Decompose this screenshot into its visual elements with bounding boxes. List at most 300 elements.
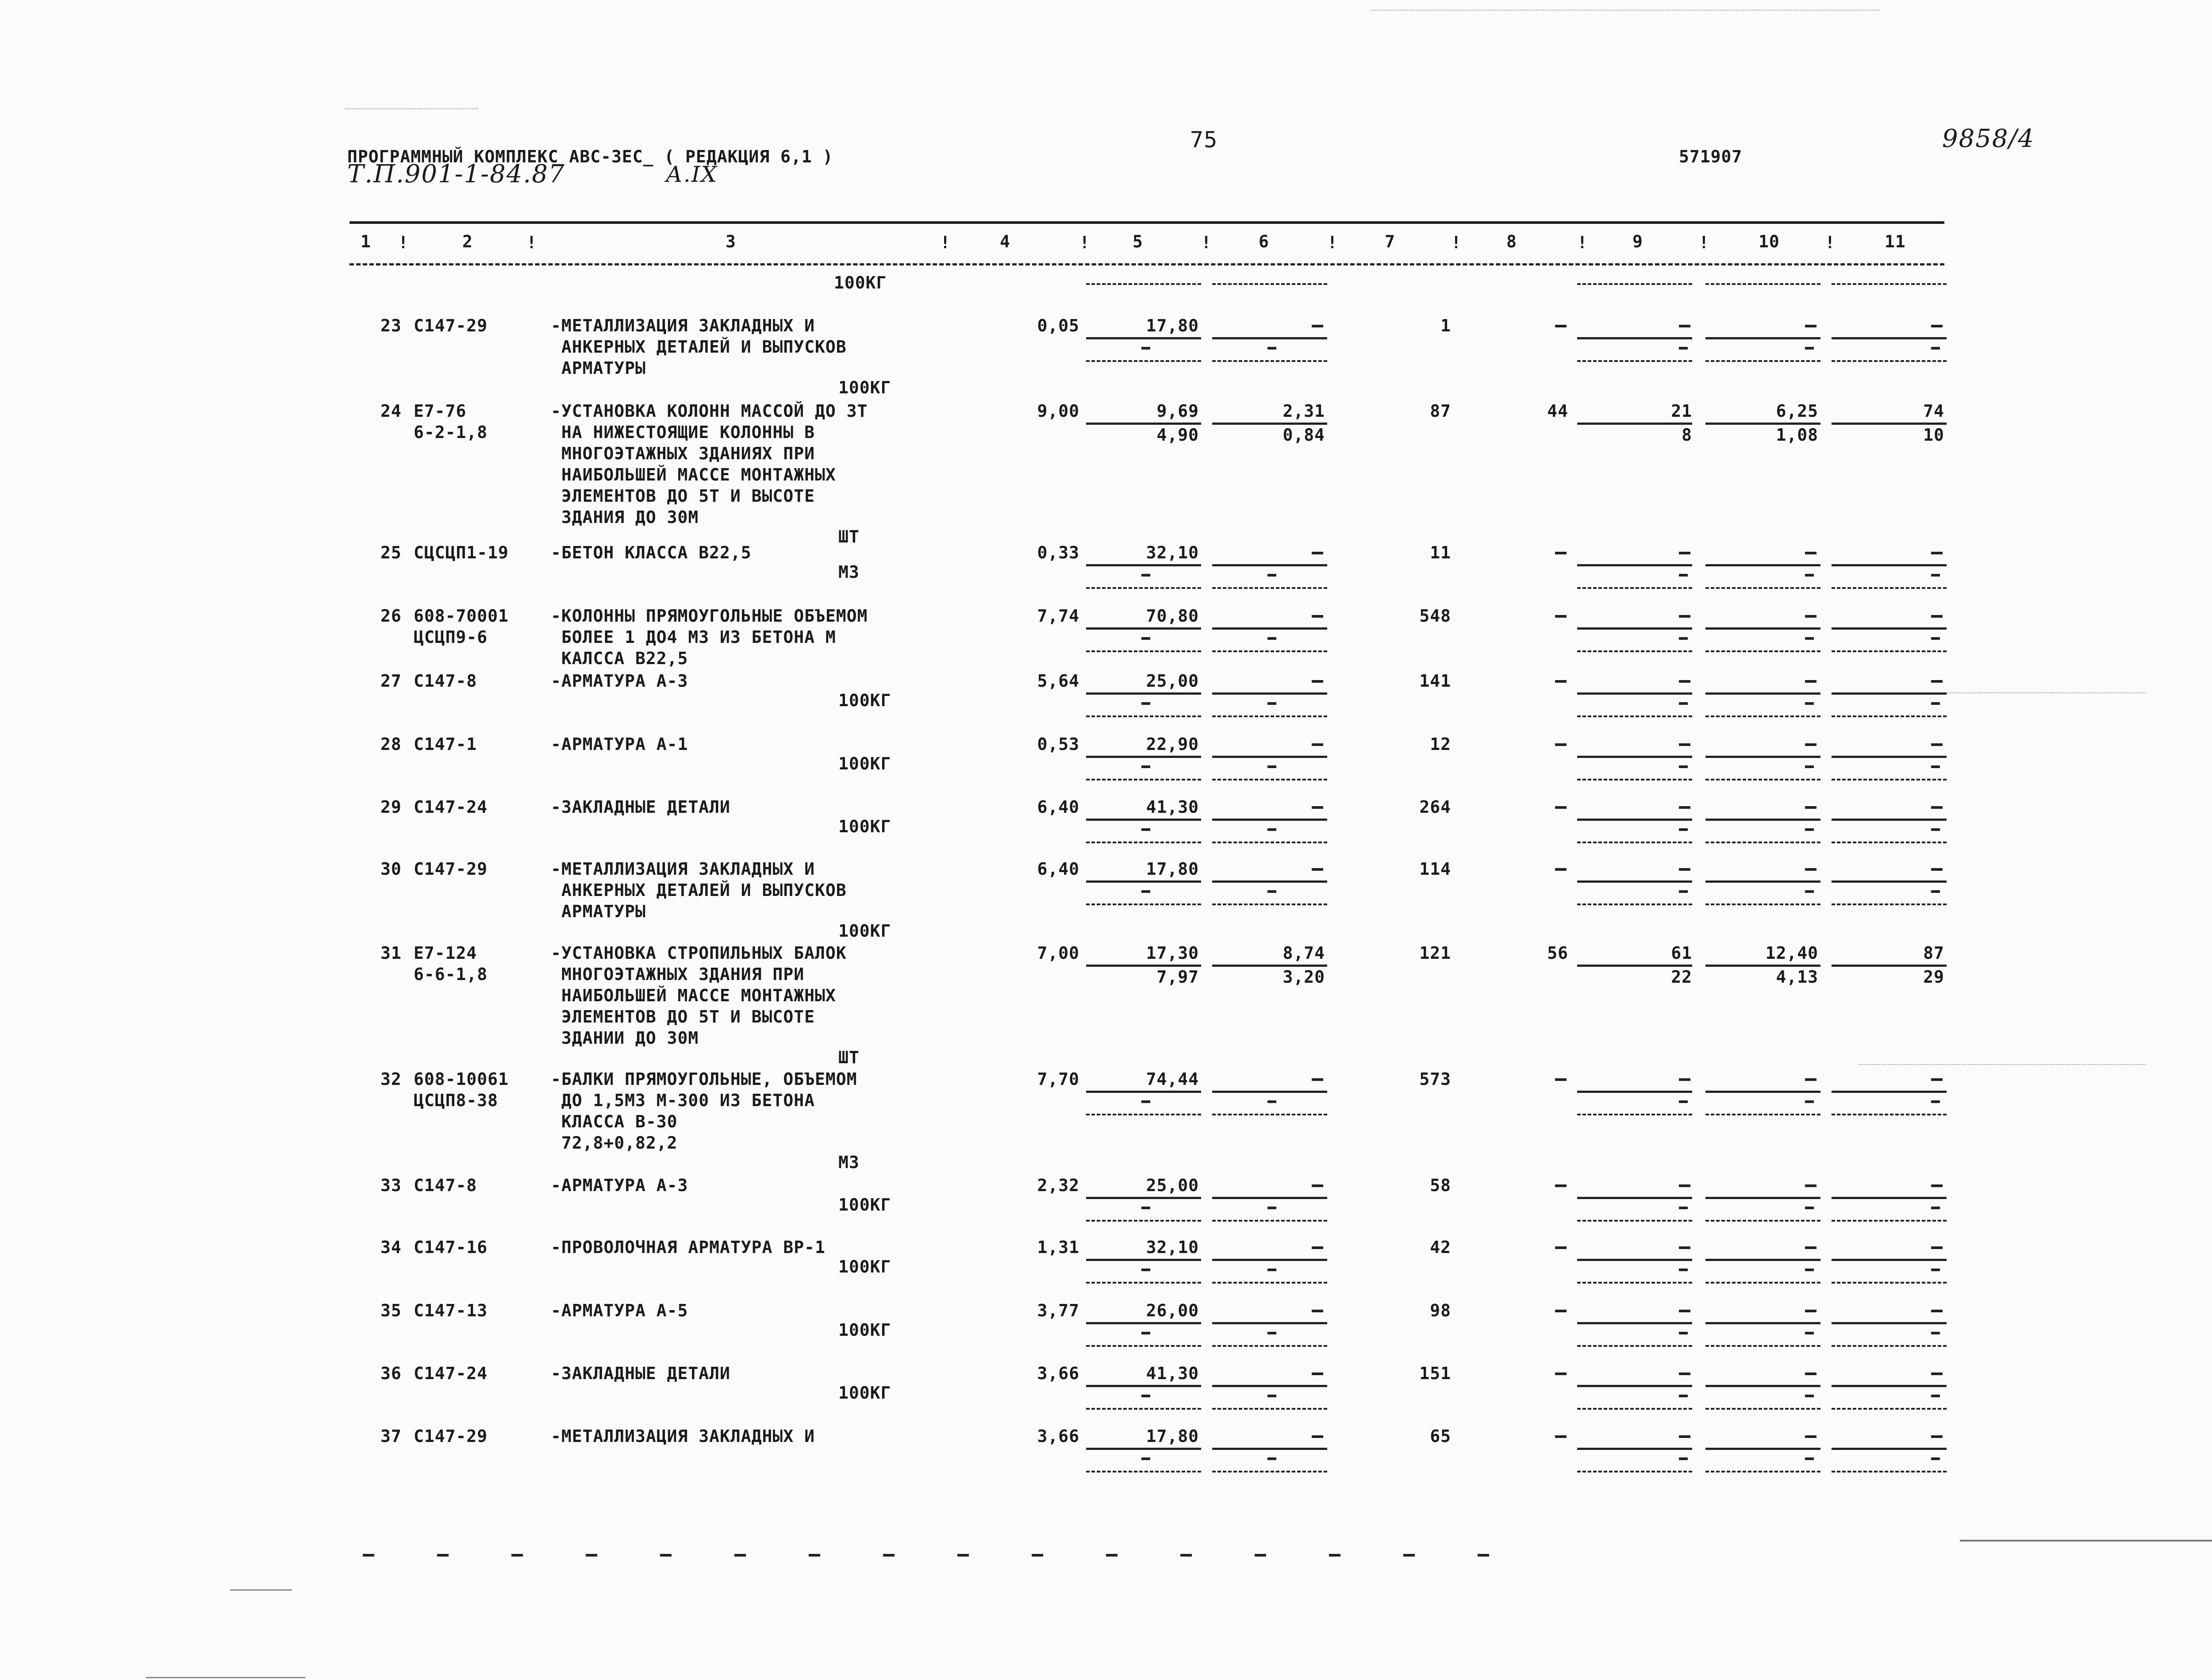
- cell-col10-dash: [1805, 1435, 1816, 1438]
- cell-col5: 25,00: [1146, 671, 1199, 691]
- bottom-dash: [1403, 1554, 1415, 1557]
- underline-col11: [1832, 1259, 1947, 1261]
- cell-col5: 25,00: [1146, 1176, 1199, 1195]
- sub-dash-col6: [1267, 1100, 1276, 1103]
- row-code: 608-10061: [414, 1069, 509, 1089]
- cell-col11-dash: [1931, 1184, 1943, 1187]
- row-number: 34: [380, 1238, 402, 1257]
- cell-col4: 5,64: [1037, 671, 1079, 691]
- sub-dash-col9: [1679, 765, 1688, 768]
- column-separator: !: [1825, 233, 1836, 252]
- underline-col10: [1705, 692, 1820, 695]
- row-code: ЦСЦП9-6: [414, 627, 488, 647]
- cell-col4: 1,31: [1037, 1238, 1079, 1257]
- cell-col11-dash: [1931, 615, 1943, 618]
- cell-col4: 2,32: [1037, 1176, 1079, 1195]
- row-code: С147-29: [414, 859, 488, 879]
- underline-col6: [1212, 1091, 1327, 1093]
- cell-col9-dash: [1679, 1078, 1690, 1081]
- row-description: ЗДАНИИ ДО 30М: [551, 1028, 699, 1048]
- bottom-dash: [1180, 1554, 1192, 1557]
- sub-dash-col5: [1141, 828, 1150, 831]
- underline-sub-col6: [1212, 650, 1327, 652]
- underline-col11: [1832, 564, 1947, 566]
- underline-sub-col11: [1832, 1282, 1947, 1284]
- cell-col9-dash: [1679, 680, 1690, 683]
- row-code: С147-1: [414, 734, 477, 754]
- cell-col9-dash: [1679, 1246, 1690, 1249]
- underline-sub-col10: [1705, 903, 1820, 905]
- cell-col4: 0,53: [1037, 734, 1079, 754]
- bottom-dash: [883, 1554, 895, 1557]
- top-unit-underline-c5: [1086, 283, 1201, 285]
- cell-col11-dash: [1931, 680, 1943, 683]
- underline-col6: [1212, 1322, 1327, 1324]
- sub-dash-col5: [1141, 765, 1150, 768]
- top-unit-underline-c6: [1212, 283, 1327, 285]
- sub-dash-col6: [1267, 828, 1276, 831]
- cell-col11: 74: [1923, 401, 1944, 421]
- sub-dash-col9: [1679, 1100, 1688, 1103]
- sub-dash-col9: [1679, 1457, 1688, 1460]
- underline-sub-col11: [1832, 715, 1947, 717]
- row-code: С147-29: [414, 316, 488, 335]
- row-unit: 100КГ: [838, 1257, 891, 1276]
- sub-dash-col10: [1805, 637, 1814, 640]
- cell-col8-dash: [1555, 680, 1567, 683]
- sub-dash-col9: [1679, 890, 1688, 893]
- column-header-7: 7: [1385, 232, 1395, 251]
- cell-col8-dash: [1555, 1078, 1567, 1081]
- sub-dash-col5: [1141, 347, 1150, 350]
- underline-sub-col6: [1212, 1114, 1327, 1115]
- cell-col11: 87: [1923, 943, 1944, 963]
- underline-col10: [1705, 1385, 1820, 1387]
- cell-col6-sub: 3,20: [1283, 967, 1325, 987]
- cell-col9-dash: [1679, 325, 1690, 327]
- top-unit-underline-c10: [1705, 283, 1820, 285]
- sub-dash-col11: [1931, 574, 1940, 577]
- underline-col5: [1086, 1091, 1201, 1093]
- cell-col10-dash: [1805, 325, 1816, 327]
- cell-col7: 98: [1430, 1301, 1451, 1320]
- underline-col9: [1577, 1091, 1692, 1093]
- row-code: 608-70001: [414, 606, 509, 626]
- cell-col11-dash: [1931, 325, 1943, 327]
- row-description: -ЗАКЛАДНЫЕ ДЕТАЛИ: [551, 797, 730, 817]
- row-description: НАИБОЛЬШЕЙ МАССЕ МОНТАЖНЫХ: [551, 986, 836, 1005]
- underline-col5: [1086, 880, 1201, 883]
- sub-dash-col11: [1931, 828, 1940, 831]
- row-description: АНКЕРНЫХ ДЕТАЛЕЙ И ВЫПУСКОВ: [551, 880, 847, 900]
- row-number: 31: [380, 943, 402, 963]
- sub-dash-col5: [1141, 890, 1150, 893]
- sub-dash-col5: [1141, 1332, 1150, 1334]
- sub-dash-col11: [1931, 1207, 1940, 1209]
- sub-dash-col10: [1805, 347, 1814, 350]
- row-description: -МЕТАЛЛИЗАЦИЯ ЗАКЛАДНЫХ И: [551, 1426, 815, 1446]
- row-description: -БЕТОН КЛАССА В22,5: [551, 543, 752, 562]
- underline-sub-col10: [1705, 1471, 1820, 1472]
- row-description: МНОГОЭТАЖНЫХ ЗДАНИЯ ПРИ: [551, 965, 805, 984]
- row-description: -АРМАТУРА А-3: [551, 671, 688, 691]
- sub-dash-col9: [1679, 1395, 1688, 1397]
- cell-col9-dash: [1679, 1435, 1690, 1438]
- cell-col4: 6,40: [1037, 797, 1079, 817]
- column-header-9: 9: [1632, 232, 1643, 251]
- column-header-8: 8: [1506, 232, 1517, 251]
- bottom-dash: [957, 1554, 969, 1557]
- cell-col7: 42: [1430, 1238, 1451, 1257]
- cell-col5: 17,80: [1146, 859, 1199, 879]
- row-unit: М3: [838, 562, 860, 582]
- column-header-10: 10: [1759, 232, 1780, 251]
- row-description: АРМАТУРЫ: [551, 358, 646, 378]
- cell-col11-dash: [1931, 743, 1943, 746]
- underline-col11: [1832, 1448, 1947, 1450]
- underline-sub-col5: [1086, 650, 1201, 652]
- sub-dash-col10: [1805, 574, 1814, 577]
- column-separator: !: [1577, 233, 1588, 252]
- cell-col8-dash: [1555, 552, 1567, 554]
- underline-sub-col6: [1212, 1471, 1327, 1472]
- underline-col9: [1577, 337, 1692, 339]
- underline-col6: [1212, 1448, 1327, 1450]
- cell-col5: 17,80: [1146, 316, 1199, 335]
- scan-noise-bottom-left: [146, 1677, 305, 1678]
- row-number: 32: [380, 1069, 402, 1089]
- cell-col7: 151: [1419, 1364, 1451, 1383]
- sub-dash-col5: [1141, 1269, 1150, 1271]
- underline-col6: [1212, 756, 1327, 758]
- sub-dash-col10: [1805, 1395, 1814, 1397]
- underline-sub-col9: [1577, 1220, 1692, 1222]
- underline-col5: [1086, 1448, 1201, 1450]
- row-number: 29: [380, 797, 402, 817]
- bottom-dash: [1032, 1554, 1043, 1557]
- row-description: -МЕТАЛЛИЗАЦИЯ ЗАКЛАДНЫХ И: [551, 859, 815, 879]
- underline-col9: [1577, 1322, 1692, 1324]
- sub-dash-col11: [1931, 1457, 1940, 1460]
- cell-col8-dash: [1555, 1435, 1567, 1438]
- cell-col6: 2,31: [1283, 401, 1325, 421]
- underline-sub-col10: [1705, 1114, 1820, 1115]
- row-number: 27: [380, 671, 402, 691]
- cell-col8-dash: [1555, 1372, 1567, 1375]
- underline-sub-col9: [1577, 650, 1692, 652]
- row-description: -БАЛКИ ПРЯМОУГОЛЬНЫЕ, ОБЪЕМОМ: [551, 1069, 857, 1089]
- underline-sub-col6: [1212, 587, 1327, 589]
- underline-sub-col9: [1577, 715, 1692, 717]
- cell-col5: 41,30: [1146, 1364, 1199, 1383]
- column-separator: !: [526, 233, 537, 252]
- column-header-2: 2: [462, 232, 473, 251]
- underline-sub-col5: [1086, 1471, 1201, 1472]
- cell-col10-dash: [1805, 743, 1816, 746]
- cell-col11-dash: [1931, 1310, 1943, 1312]
- cell-col8-dash: [1555, 868, 1567, 871]
- underline-col9: [1577, 692, 1692, 695]
- cell-col10-dash: [1805, 868, 1816, 871]
- underline-sub-col11: [1832, 903, 1947, 905]
- bottom-dash: [809, 1554, 820, 1557]
- cell-col7: 1: [1440, 316, 1451, 335]
- cell-col10-dash: [1805, 806, 1816, 809]
- scan-noise-bottom-left-2: [230, 1589, 292, 1591]
- row-number: 23: [380, 316, 402, 335]
- cell-col7: 141: [1419, 671, 1451, 691]
- row-number: 25: [380, 543, 402, 562]
- header-rule-top: [349, 221, 1944, 224]
- cell-col5: 26,00: [1146, 1301, 1199, 1320]
- sub-dash-col9: [1679, 574, 1688, 577]
- underline-col11: [1832, 1197, 1947, 1199]
- sub-dash-col5: [1141, 1100, 1150, 1103]
- cell-col8: 56: [1547, 943, 1568, 963]
- cell-col8-dash: [1555, 1310, 1567, 1312]
- sub-dash-col11: [1931, 702, 1940, 705]
- cell-col6-sub: 0,84: [1283, 425, 1325, 445]
- cell-col5-sub: 7,97: [1156, 967, 1199, 987]
- cell-col11-dash: [1931, 1078, 1943, 1081]
- cell-col7: 65: [1430, 1426, 1451, 1446]
- underline-col11: [1832, 1322, 1947, 1324]
- underline-col10: [1705, 880, 1820, 883]
- sub-dash-col5: [1141, 574, 1150, 577]
- underline-sub-col10: [1705, 842, 1820, 843]
- underline-col9: [1577, 1448, 1692, 1450]
- row-number: 26: [380, 606, 402, 626]
- underline-sub-col11: [1832, 587, 1947, 589]
- underline-col11: [1832, 1385, 1947, 1387]
- column-header-3: 3: [726, 232, 736, 251]
- row-number: 24: [380, 401, 402, 421]
- scan-noise-top-right: [1371, 10, 1880, 11]
- underline-sub-col11: [1832, 842, 1947, 843]
- bottom-dash: [734, 1554, 746, 1557]
- underline-sub-col10: [1705, 587, 1820, 589]
- underline-sub-col5: [1086, 715, 1201, 717]
- bottom-dash: [660, 1554, 672, 1557]
- cell-col5: 32,10: [1146, 1238, 1199, 1257]
- sub-dash-col5: [1141, 1207, 1150, 1209]
- sub-dash-col10: [1805, 1100, 1814, 1103]
- underline-sub-col9: [1577, 1345, 1692, 1347]
- sub-dash-col11: [1931, 637, 1940, 640]
- cell-col4: 7,00: [1037, 943, 1079, 963]
- row-unit: ШТ: [838, 527, 860, 546]
- cell-col5: 17,80: [1146, 1426, 1199, 1446]
- underline-sub-col11: [1832, 360, 1947, 362]
- underline-col9: [1577, 627, 1692, 630]
- sub-dash-col9: [1679, 1332, 1688, 1334]
- cell-col10-sub: 1,08: [1776, 425, 1818, 445]
- cell-col9-sub: 8: [1682, 425, 1692, 445]
- top-unit-underline-c9: [1577, 283, 1692, 285]
- row-code: С147-24: [414, 797, 488, 817]
- cell-col4: 3,77: [1037, 1301, 1079, 1320]
- sub-dash-col9: [1679, 1269, 1688, 1271]
- row-unit: ШТ: [838, 1048, 860, 1067]
- row-description: АНКЕРНЫХ ДЕТАЛЕЙ И ВЫПУСКОВ: [551, 337, 847, 357]
- cell-col8-dash: [1555, 325, 1567, 327]
- underline-sub-col5: [1086, 1220, 1201, 1222]
- cell-col9-dash: [1679, 806, 1690, 809]
- underline-col6: [1212, 692, 1327, 695]
- cell-col8-dash: [1555, 806, 1567, 809]
- cell-col8-dash: [1555, 743, 1567, 746]
- sheet-number: 9858/4: [1942, 124, 2035, 153]
- cell-col4: 0,33: [1037, 543, 1079, 562]
- cell-col5: 17,30: [1146, 943, 1199, 963]
- row-number: 36: [380, 1364, 402, 1383]
- underline-sub-col5: [1086, 1345, 1201, 1347]
- underline-sub-col9: [1577, 360, 1692, 362]
- underline-sub-col6: [1212, 1345, 1327, 1347]
- underline-sub-col6: [1212, 903, 1327, 905]
- sub-dash-col11: [1931, 1100, 1940, 1103]
- underline-sub-col6: [1212, 1282, 1327, 1284]
- underline-col10: [1705, 1197, 1820, 1199]
- underline-sub-col5: [1086, 779, 1201, 780]
- row-description: БОЛЕЕ 1 ДО4 М3 ИЗ БЕТОНА М: [551, 627, 836, 647]
- bottom-dash: [363, 1554, 374, 1557]
- sub-dash-col9: [1679, 637, 1688, 640]
- underline-col10: [1705, 1322, 1820, 1324]
- underline-sub-col10: [1705, 1345, 1820, 1347]
- bottom-dash: [1255, 1554, 1266, 1557]
- cell-col10-dash: [1805, 615, 1816, 618]
- underline-col10: [1705, 756, 1820, 758]
- cell-col9-dash: [1679, 1372, 1690, 1375]
- sub-dash-col10: [1805, 765, 1814, 768]
- cell-col8: 44: [1547, 401, 1568, 421]
- sub-dash-col6: [1267, 637, 1276, 640]
- bottom-dash: [1329, 1554, 1340, 1557]
- cell-col11-sub: 29: [1923, 967, 1944, 987]
- sub-dash-col5: [1141, 702, 1150, 705]
- cell-col11-sub: 10: [1923, 425, 1944, 445]
- cell-col11-dash: [1931, 1435, 1943, 1438]
- cell-col4: 6,40: [1037, 859, 1079, 879]
- underline-sub-col11: [1832, 1408, 1947, 1410]
- cell-col7: 121: [1419, 943, 1451, 963]
- sub-dash-col10: [1805, 702, 1814, 705]
- bottom-dash: [437, 1554, 449, 1557]
- cell-col4: 3,66: [1037, 1426, 1079, 1446]
- column-header-1: 1: [361, 232, 371, 251]
- sub-dash-col6: [1267, 574, 1276, 577]
- underline-col11: [1832, 1091, 1947, 1093]
- sub-dash-col10: [1805, 1269, 1814, 1271]
- sub-dash-col9: [1679, 347, 1688, 350]
- underline-sub-col5: [1086, 842, 1201, 843]
- cell-col5: 70,80: [1146, 606, 1199, 626]
- underline-sub-col10: [1705, 1408, 1820, 1410]
- row-description: -ПРОВОЛОЧНАЯ АРМАТУРА ВР-1: [551, 1238, 826, 1257]
- underline-sub-col6: [1212, 779, 1327, 780]
- cell-col7: 573: [1419, 1069, 1451, 1089]
- underline-col6: [1212, 1385, 1327, 1387]
- underline-sub-col6: [1212, 842, 1327, 843]
- row-unit: 100КГ: [838, 817, 891, 836]
- underline-sub-col9: [1577, 1114, 1692, 1115]
- cell-col10-dash: [1805, 1372, 1816, 1375]
- row-description: НА НИЖЕСТОЯЩИЕ КОЛОННЫ В: [551, 423, 815, 442]
- cell-col9-dash: [1679, 743, 1690, 746]
- program-title: ПРОГРАММНЫЙ КОМПЛЕКС АВС-3ЕС_ ( РЕДАКЦИЯ 6,1 ): [347, 147, 833, 166]
- cell-col7: 548: [1419, 606, 1451, 626]
- cell-col7: 11: [1430, 543, 1451, 562]
- underline-col5: [1086, 627, 1201, 630]
- sub-dash-col5: [1141, 637, 1150, 640]
- underline-sub-col11: [1832, 1220, 1947, 1222]
- row-description: -УСТАНОВКА СТРОПИЛЬНЫХ БАЛОК: [551, 943, 847, 963]
- underline-col5: [1086, 1322, 1201, 1324]
- underline-col9: [1577, 1385, 1692, 1387]
- album-number: А.IX: [666, 161, 718, 187]
- underline-sub-col10: [1705, 1220, 1820, 1222]
- row-description: 72,8+0,82,2: [551, 1133, 678, 1153]
- sub-dash-col10: [1805, 1207, 1814, 1209]
- cell-col6: 8,74: [1283, 943, 1325, 963]
- underline-col9: [1577, 1197, 1692, 1199]
- column-separator: !: [940, 233, 951, 252]
- row-code: Е7-124: [414, 943, 477, 963]
- underline-col6: [1212, 819, 1327, 821]
- column-header-5: 5: [1133, 232, 1143, 251]
- row-description: ЭЛЕМЕНТОВ ДО 5Т И ВЫСОТЕ: [551, 486, 815, 506]
- sub-dash-col11: [1931, 1332, 1940, 1334]
- underline-sub-col6: [1212, 715, 1327, 717]
- cell-col7: 87: [1430, 401, 1451, 421]
- cell-col10-dash: [1805, 680, 1816, 683]
- sub-dash-col11: [1931, 765, 1940, 768]
- row-unit: 100КГ: [838, 1320, 891, 1340]
- underline-col9: [1577, 756, 1692, 758]
- underline-col6: [1212, 337, 1327, 339]
- underline-sub-col11: [1832, 779, 1947, 780]
- row-description: ЗДАНИЯ ДО 30М: [551, 507, 699, 527]
- underline-sub-col9: [1577, 842, 1692, 843]
- row-description: ЭЛЕМЕНТОВ ДО 5Т И ВЫСОТЕ: [551, 1007, 815, 1026]
- sub-dash-col6: [1267, 765, 1276, 768]
- underline-sub-col5: [1086, 1408, 1201, 1410]
- cell-col5: 32,10: [1146, 543, 1199, 562]
- cell-col4: 3,66: [1037, 1364, 1079, 1383]
- underline-sub-col6: [1212, 1220, 1327, 1222]
- underline-col6: [1212, 1197, 1327, 1199]
- underline-col5: [1086, 564, 1201, 566]
- row-unit: М3: [838, 1153, 860, 1172]
- underline-sub-col5: [1086, 587, 1201, 589]
- cell-col9-dash: [1679, 615, 1690, 618]
- project-number: Т.П.901-1-84.87: [347, 160, 565, 188]
- sub-dash-col5: [1141, 1457, 1150, 1460]
- row-description: -КОЛОННЫ ПРЯМОУГОЛЬНЫЕ ОБЪЕМОМ: [551, 606, 868, 626]
- underline-col6: [1212, 1259, 1327, 1261]
- row-unit: 100КГ: [838, 1195, 891, 1215]
- sub-dash-col5: [1141, 1395, 1150, 1397]
- cell-col7: 12: [1430, 734, 1451, 754]
- cell-col5-sub: 4,90: [1156, 425, 1199, 445]
- row-description: КЛАССА В-30: [551, 1112, 678, 1131]
- cell-col9-dash: [1679, 868, 1690, 871]
- row-description: МНОГОЭТАЖНЫХ ЗДАНИЯХ ПРИ: [551, 444, 815, 463]
- underline-col6: [1212, 880, 1327, 883]
- row-unit: 100КГ: [838, 754, 891, 773]
- underline-col5: [1086, 756, 1201, 758]
